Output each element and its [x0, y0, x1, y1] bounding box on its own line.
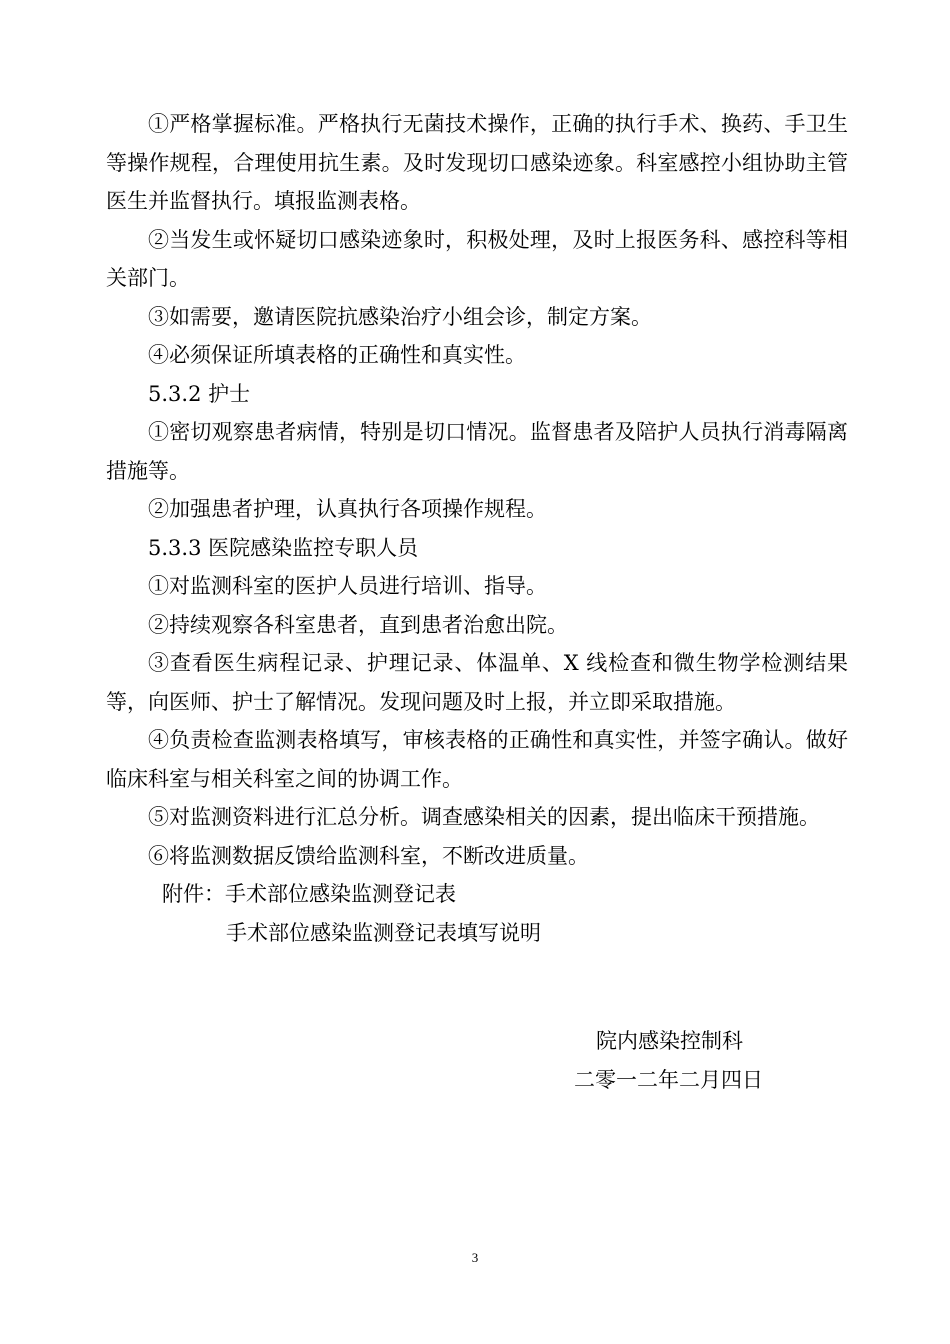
paragraph-surgeon-duty-2: ②当发生或怀疑切口感染迹象时，积极处理，及时上报医务科、感控科等相关部门。: [106, 227, 848, 290]
paragraph-staff-duty-4: ④负责检查监测表格填写，审核表格的正确性和真实性，并签字确认。做好临床科室与相关科室之间的协调工作。: [106, 728, 848, 791]
paragraph-staff-duty-5: ⑤对监测资料进行汇总分析。调查感染相关的因素，提出临床干预措施。: [148, 805, 820, 829]
page-number: 3: [471, 1250, 479, 1265]
signature-organization: 院内感染控制科: [596, 1029, 743, 1053]
paragraph-staff-duty-2: ②持续观察各科室患者，直到患者治愈出院。: [148, 612, 568, 637]
attachment-line: 附件：手术部位感染监测登记表: [162, 882, 456, 906]
paragraph-surgeon-duty-4: ④必须保证所填表格的正确性和真实性。: [148, 343, 526, 367]
paragraph-surgeon-duty-1: ①严格掌握标准。严格执行无菌技术操作，正确的执行手术、换药、手卫生等操作规程，合理使用抗生素。及时发现切口感染迹象。科室感控小组协助主管医生并监督执行。填报监测表格。: [106, 112, 848, 213]
paragraph-staff-duty-3: ③查看医生病程记录、护理记录、体温单、X 线检查和微生物学检测结果等，向医师、护士了解情况。发现问题及时上报，并立即采取措施。: [106, 651, 848, 714]
attachment-line-secondary: 手术部位感染监测登记表填写说明: [226, 920, 541, 945]
section-heading-infection-staff: 5.3.3 医院感染监控专职人员: [148, 535, 419, 560]
signature-date: 二零一二年二月四日: [574, 1067, 763, 1092]
paragraph-nurse-duty-1: ①密切观察患者病情，特别是切口情况。监督患者及陪护人员执行消毒隔离措施等。: [106, 420, 848, 483]
paragraph-staff-duty-6: ⑥将监测数据反馈给监测科室，不断改进质量。: [148, 843, 589, 868]
paragraph-surgeon-duty-3: ③如需要，邀请医院抗感染治疗小组会诊，制定方案。: [148, 304, 652, 329]
section-heading-nurse: 5.3.2 护士: [148, 381, 251, 406]
signature-block: [574, 1022, 834, 1099]
document-body: [106, 105, 848, 952]
paragraph-nurse-duty-2: ②加强患者护理，认真执行各项操作规程。: [148, 497, 547, 521]
paragraph-staff-duty-1: ①对监测科室的医护人员进行培训、指导。: [148, 574, 547, 598]
